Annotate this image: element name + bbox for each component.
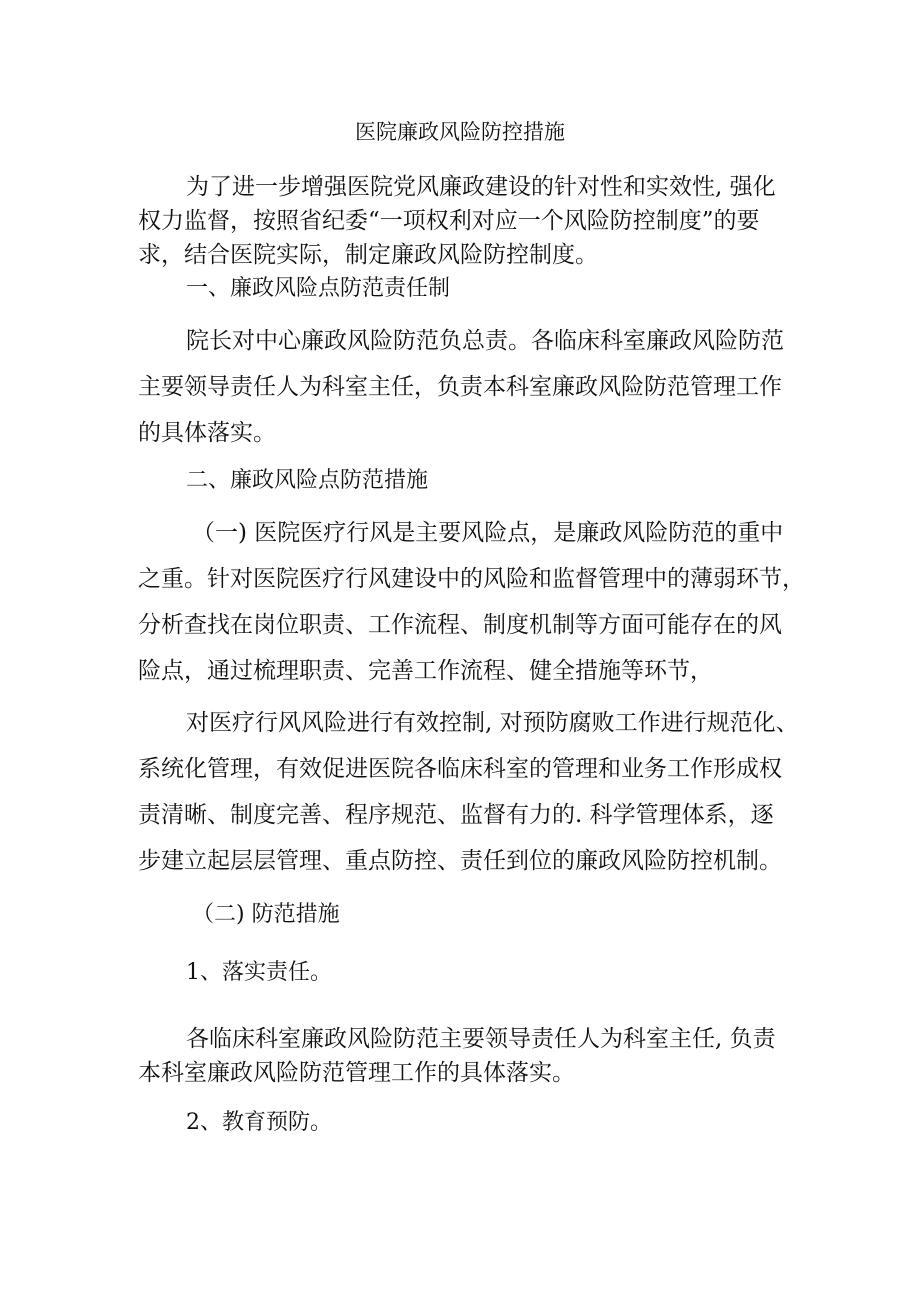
sub-1-paragraph: [138, 510, 805, 694]
sub-1-line: 险点，通过梳理职责、完善工作流程、健全措施等环节，: [138, 658, 713, 684]
intro-line: 权力监督，按照省纪委“一项权利对应一个风险防控制度”的要: [138, 208, 760, 234]
item-1-paragraph: [138, 1022, 798, 1090]
item-1-line: 各临床科室廉政风险防范主要领导责任人为科室主任, 负责: [186, 1026, 776, 1052]
sub-1-line: 之重。针对医院医疗行风建设中的风险和监督管理中的薄弱环节，: [138, 566, 805, 592]
section-1-line: 的具体落实。: [138, 420, 276, 446]
section-2-heading: 二、廉政风险点防范措施: [186, 468, 429, 493]
sub-1-line: 分析查找在岗位职责、工作流程、制度机制等方面可能存在的风: [138, 612, 782, 638]
item-2-heading: 2、教育预防。: [186, 1110, 332, 1135]
sub-1-paragraph-2: [138, 700, 798, 884]
sub-1-line: 责清晰、制度完善、程序规范、监督有力的. 科学管理体系，逐: [138, 802, 774, 828]
section-1-line: 院长对中心廉政风险防范负总责。各临床科室廉政风险防范: [186, 328, 784, 354]
sub-1-line: 步建立起层层管理、重点防控、责任到位的廉政风险防控机制。: [138, 848, 782, 874]
intro-line: 求，结合医院实际，制定廉政风险防控制度。: [138, 242, 598, 268]
section-1-paragraph: [138, 318, 798, 456]
item-1-line: 本科室廉政风险防范管理工作的具体落实。: [138, 1060, 575, 1086]
sub-2-heading: （二) 防范措施: [192, 902, 340, 927]
sub-1-line: 系统化管理，有效促进医院各临床科室的管理和业务工作形成权: [138, 756, 782, 782]
section-1-line: 主要领导责任人为科室主任，负责本科室廉政风险防范管理工作: [138, 374, 782, 400]
section-1-heading: 一、廉政风险点防范责任制: [186, 276, 451, 301]
document-title: 医院廉政风险防控措施: [355, 120, 565, 144]
intro-paragraph: [138, 170, 798, 272]
intro-line: 为了进一步增强医院党风廉政建设的针对性和实效性, 强化: [186, 174, 776, 200]
sub-1-line: 对医疗行风风险进行有效控制, 对预防腐败工作进行规范化、: [186, 710, 799, 736]
sub-1-line: （一) 医院医疗行风是主要风险点，是廉政风险防范的重中: [192, 520, 784, 546]
item-1-heading: 1、落实责任。: [186, 960, 332, 985]
